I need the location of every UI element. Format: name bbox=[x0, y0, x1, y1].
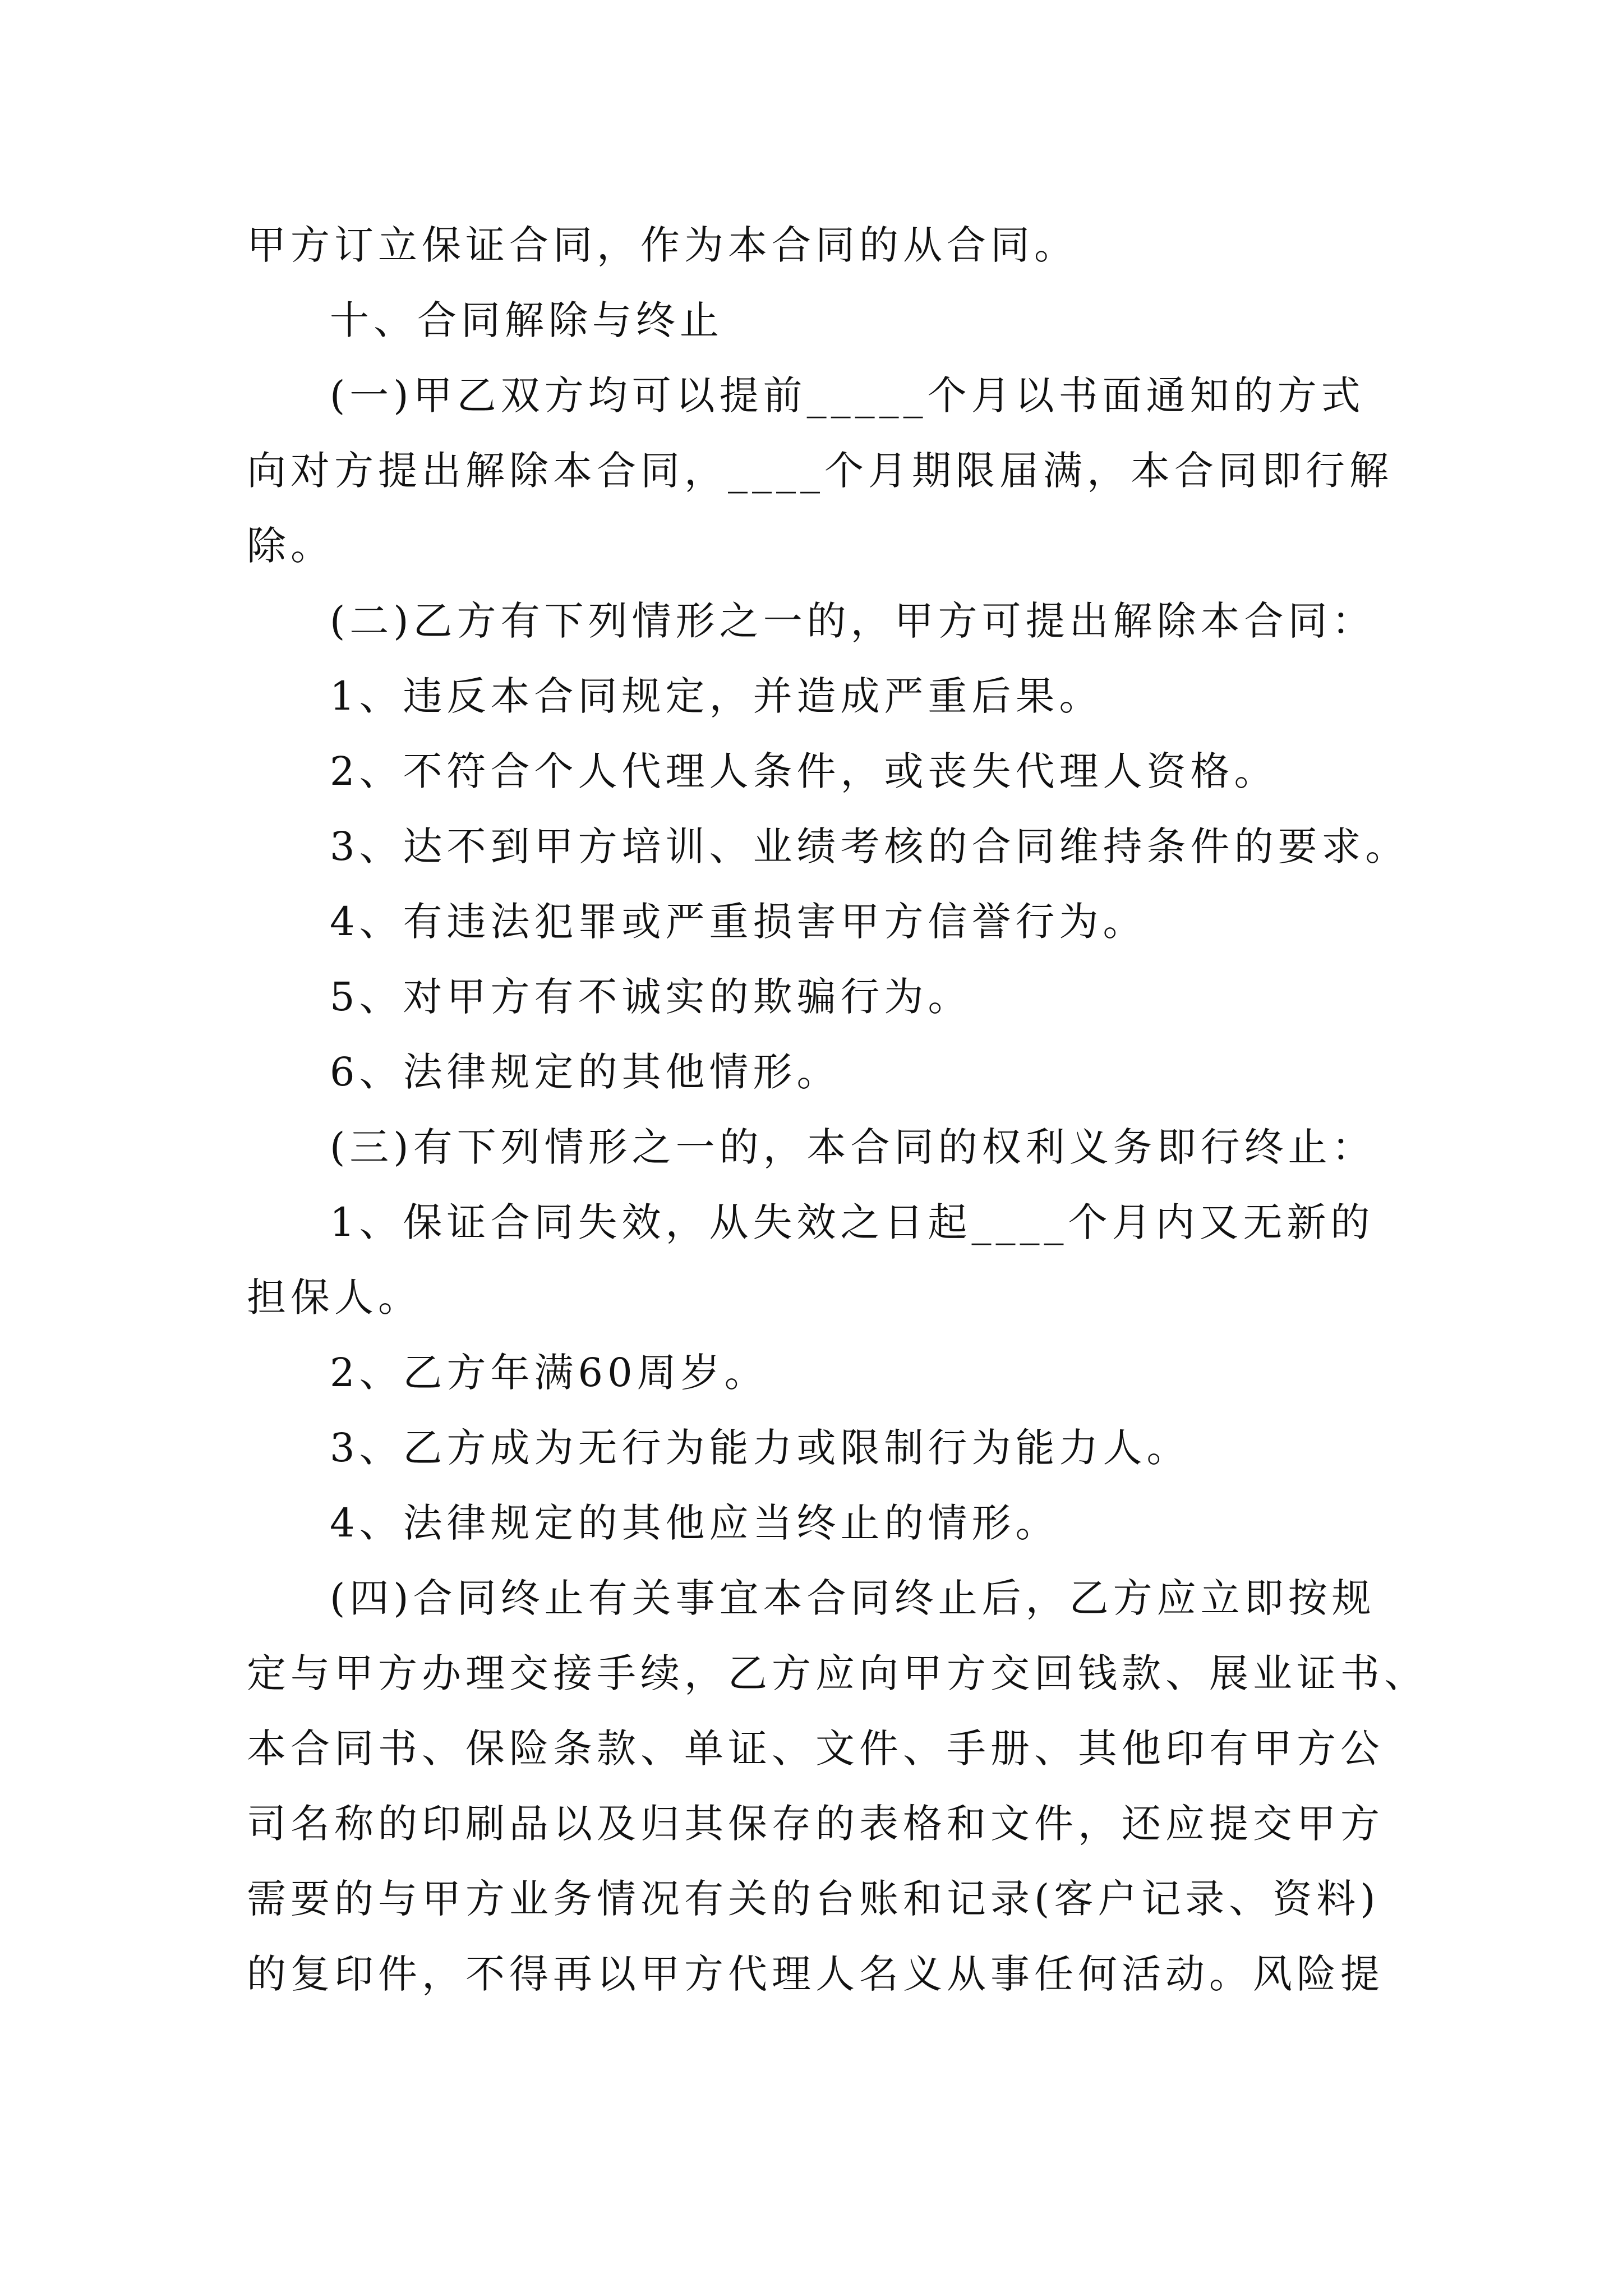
list-item: 2、乙方年满60周岁。 bbox=[330, 1350, 768, 1396]
text-line: 担保人。 bbox=[247, 1274, 422, 1320]
text-line: 向对方提出解除本合同，____个月期限届满，本合同即行解 bbox=[247, 448, 1393, 494]
text-line: (四)合同终止有关事宜本合同终止后，乙方应立即按规 bbox=[330, 1575, 1376, 1621]
text-line: (一)甲乙双方均可以提前_____个月以书面通知的方式 bbox=[330, 372, 1365, 418]
list-item: 5、对甲方有不诚实的欺骗行为。 bbox=[330, 974, 972, 1020]
text-line: 司名称的印刷品以及归其保存的表格和文件，还应提交甲方 bbox=[247, 1801, 1384, 1847]
text-line: 定与甲方办理交接手续，乙方应向甲方交回钱款、展业证书、 bbox=[247, 1650, 1428, 1696]
text-line: 的复印件，不得再以甲方代理人名义从事任何活动。风险提 bbox=[247, 1951, 1384, 1997]
list-item: 3、达不到甲方培训、业绩考核的合同维持条件的要求。 bbox=[330, 823, 1409, 869]
text-line: (三)有下列情形之一的，本合同的权利义务即行终止： bbox=[330, 1124, 1376, 1170]
list-item: 1、违反本合同规定，并造成严重后果。 bbox=[330, 673, 1103, 719]
text-line: 除。 bbox=[247, 523, 334, 569]
list-item: 3、乙方成为无行为能力或限制行为能力人。 bbox=[330, 1425, 1191, 1471]
list-item: 2、不符合个人代理人条件，或丧失代理人资格。 bbox=[330, 748, 1278, 794]
text-line: 甲方订立保证合同，作为本合同的从合同。 bbox=[247, 222, 1078, 268]
text-line: 本合同书、保险条款、单证、文件、手册、其他印有甲方公 bbox=[247, 1726, 1384, 1772]
text-line: (二)乙方有下列情形之一的，甲方可提出解除本合同： bbox=[330, 598, 1376, 644]
document-body bbox=[247, 208, 1428, 2012]
section-heading: 十、合同解除与终止 bbox=[330, 297, 723, 343]
list-item: 4、法律规定的其他应当终止的情形。 bbox=[330, 1500, 1059, 1546]
list-item: 6、法律规定的其他情形。 bbox=[330, 1049, 841, 1095]
list-item: 1、保证合同失效，从失效之日起____个月内又无新的 bbox=[330, 1199, 1375, 1245]
list-item: 4、有违法犯罪或严重损害甲方信誉行为。 bbox=[330, 899, 1147, 945]
text-line: 需要的与甲方业务情况有关的台账和记录(客户记录、资料) bbox=[247, 1876, 1380, 1922]
